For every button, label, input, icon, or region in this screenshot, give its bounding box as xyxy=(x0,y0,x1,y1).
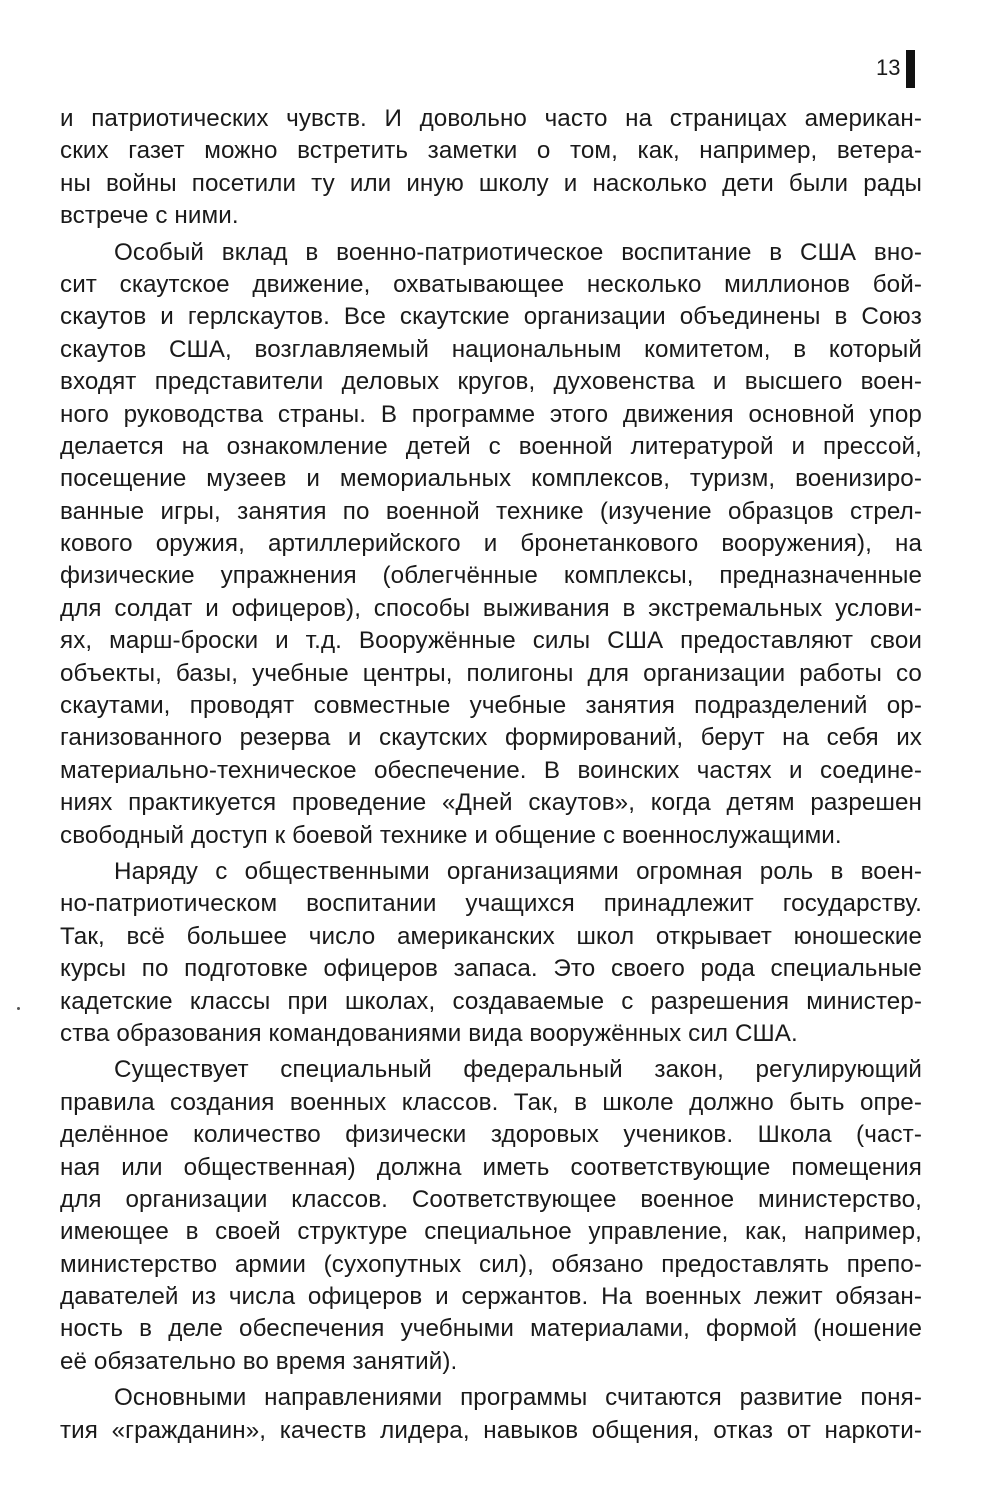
text-line: Так, всё большее число американских школ открывает юношеские xyxy=(60,922,922,950)
text-line: ях, марш-броски и т.д. Вооружённые силы США предоставляют свои xyxy=(60,627,922,655)
text-line: её обязательно во время занятий). xyxy=(60,1347,458,1375)
text-line: ная или общественная) должна иметь соответствующие помещения xyxy=(60,1153,922,1181)
text-line: Наряду с общественными организациями огромная роль в воен- xyxy=(114,857,922,885)
text-line: входят представители деловых кругов, духовенства и высшего воен- xyxy=(60,368,922,396)
text-line: ганизованного резерва и скаутских формирований, берут на себя их xyxy=(60,724,922,752)
text-line: имеющее в своей структуре специальное управление, как, например, xyxy=(60,1218,922,1246)
paragraph xyxy=(60,1054,922,1378)
text-line: делается на ознакомление детей с военной литературой и прессой, xyxy=(60,432,922,460)
text-line: ванные игры, занятия по военной технике (изучение образцов стрел- xyxy=(60,497,922,525)
text-line: ны войны посетили ту или иную школу и насколько дети были рады xyxy=(60,169,922,197)
text-line: для солдат и офицеров), способы выживания в экстремальных услови- xyxy=(60,594,922,622)
text-line: ность в деле обеспечения учебными материалами, формой (ношение xyxy=(60,1315,922,1343)
text-line: ства образования командованиями вида вооружённых сил США. xyxy=(60,1019,798,1047)
text-line: скаутов и герлскаутов. Все скаутские организации объединены в Союз xyxy=(60,303,922,331)
text-line: ских газет можно встретить заметки о том, как, например, ветера- xyxy=(60,137,922,165)
body-text xyxy=(60,103,922,1447)
text-line: скаутами, проводят совместные учебные занятия подразделений ор- xyxy=(60,692,922,720)
text-line: Существует специальный федеральный закон, регулирующий xyxy=(114,1056,922,1084)
text-line: тия «гражданин», качеств лидера, навыков общения, отказ от наркоти- xyxy=(60,1416,922,1444)
text-line: кадетские классы при школах, создаваемые с разрешения министер- xyxy=(60,987,922,1015)
text-line: для организации классов. Соответствующее военное министерство, xyxy=(60,1185,922,1213)
text-line: материально-техническое обеспечение. В воинских частях и соедине- xyxy=(60,756,922,784)
text-line: Особый вклад в военно-патриотическое воспитание в США вно- xyxy=(114,238,922,266)
text-line: кового оружия, артиллерийского и бронетанкового вооружения), на xyxy=(60,530,922,558)
text-line: встрече с ними. xyxy=(60,202,239,230)
text-line: делённое количество физически здоровых учеников. Школа (част- xyxy=(60,1121,922,1149)
text-line: скаутов США, возглавляемый национальным комитетом, в который xyxy=(60,335,922,363)
text-line: объекты, базы, учебные центры, полигоны для организации работы со xyxy=(60,659,922,687)
text-line: министерство армии (сухопутных сил), обязано предоставлять препо- xyxy=(60,1250,922,1278)
paragraph xyxy=(60,103,922,233)
text-line: и патриотических чувств. И довольно часто на страницах американ- xyxy=(60,105,922,132)
page-number-bar xyxy=(906,50,915,88)
text-line: правила создания военных классов. Так, в школе должно быть опре- xyxy=(60,1088,922,1116)
text-line: физические упражнения (облегчённые комплексы, предназначенные xyxy=(60,562,922,590)
text-line: но-патриотическом воспитании учащихся принадлежит государству. xyxy=(60,890,922,918)
text-line: посещение музеев и мемориальных комплексов, туризм, военизиро- xyxy=(60,465,922,493)
text-line: Основными направлениями программы считаются развитие поня- xyxy=(114,1384,922,1412)
paragraph xyxy=(60,1382,922,1447)
paragraph xyxy=(60,856,922,1050)
text-line: свободный доступ к боевой технике и общение с военнослужащими. xyxy=(60,821,842,849)
text-line: ного руководства страны. В программе этого движения основной упор xyxy=(60,400,922,428)
text-line: курсы по подготовке офицеров запаса. Это своего рода специальные xyxy=(60,955,922,983)
text-line: сит скаутское движение, охватывающее несколько миллионов бой- xyxy=(60,270,922,298)
text-line: давателей из числа офицеров и сержантов. На военных лежит обязан- xyxy=(60,1283,922,1311)
page-number: 13 xyxy=(876,55,901,80)
text-line: ниях практикуется проведение «Дней скаутов», когда детям разрешен xyxy=(60,789,922,817)
scan-speck xyxy=(17,1007,20,1010)
paragraph xyxy=(60,237,922,852)
